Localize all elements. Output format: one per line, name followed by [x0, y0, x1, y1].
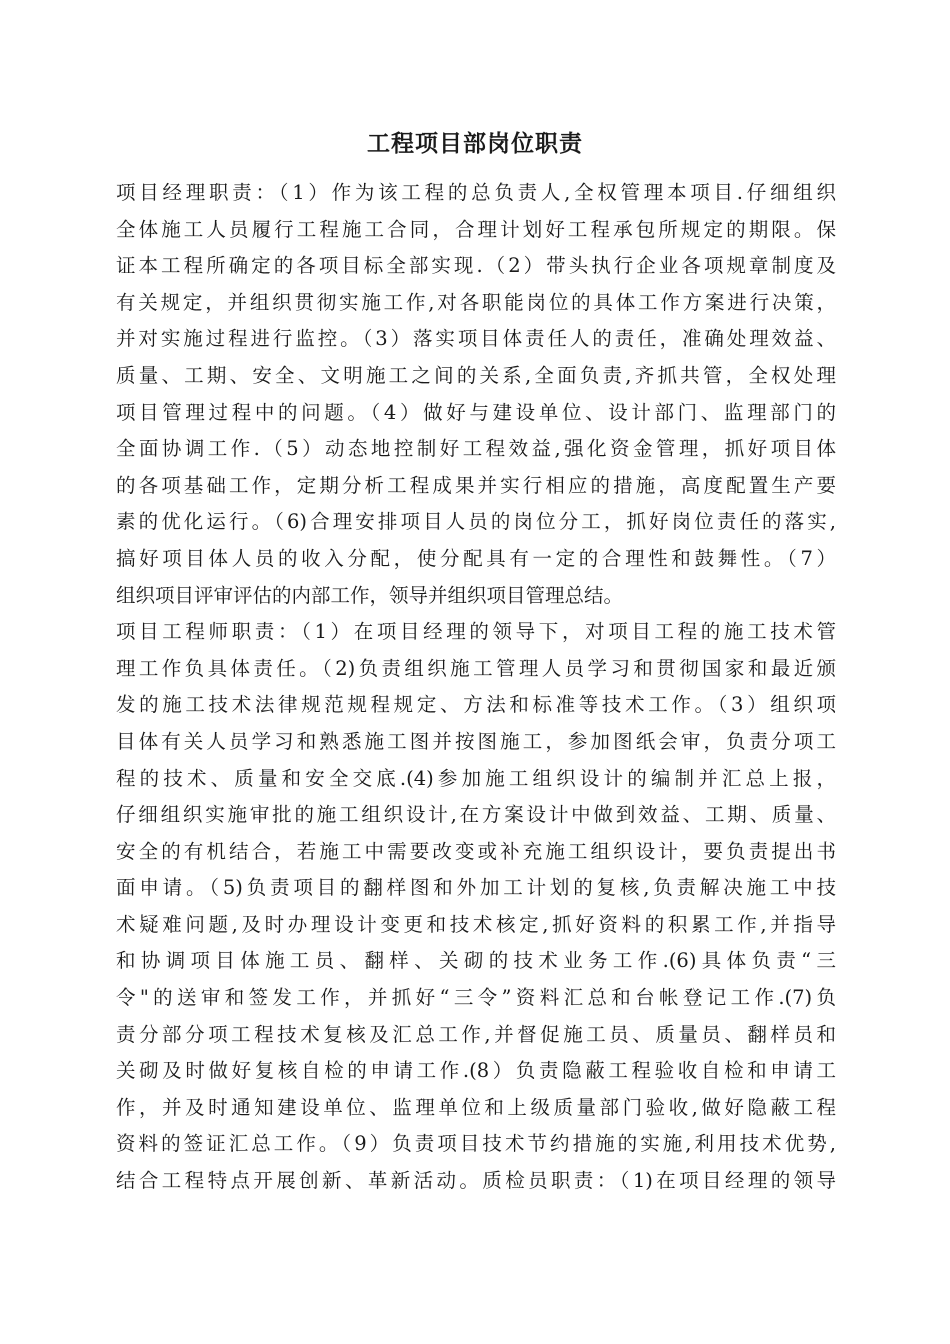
text-line: 全体施工人员履行工程施工合同，合理计划好工程承包所规定的期限。保 — [116, 217, 836, 241]
text-line: 仔细组织实施审批的施工组织设计,在方案设计中做到效益、工期、质量、 — [116, 803, 836, 827]
text-line: 目体有关人员学习和熟悉施工图并按图施工，参加图纸会审，负责分项工 — [116, 729, 836, 753]
document-body — [116, 175, 836, 1200]
text-line: 素的优化运行。（6)合理安排项目人员的岗位分工，抓好岗位责任的落实, — [116, 510, 836, 534]
text-line: 面申请。（5)负责项目的翻样图和外加工计划的复核,负责解决施工中技 — [116, 876, 836, 900]
text-line: 的各项基础工作，定期分析工程成果并实行相应的措施，高度配置生产要 — [116, 473, 836, 497]
text-line: 作，并及时通知建设单位、监理单位和上级质量部门验收,做好隐蔽工程 — [116, 1095, 836, 1119]
text-line: 和协调项目体施工员、翻样、关砌的技术业务工作.(6)具体负责“三 — [116, 949, 836, 973]
text-line: 组织项目评审评估的内部工作，领导并组织项目管理总结。 — [116, 583, 624, 607]
text-line: 并对实施过程进行监控。（3）落实项目体责任人的责任，准确处理效益、 — [116, 327, 836, 351]
text-line: 搞好项目体人员的收入分配，使分配具有一定的合理性和鼓舞性。（7） — [116, 546, 836, 570]
text-line: 理工作负具体责任。（2)负责组织施工管理人员学习和贯彻国家和最近颁 — [116, 656, 836, 680]
text-line: 结合工程特点开展创新、革新活动。质检员职责：（1)在项目经理的领导 — [116, 1169, 836, 1193]
text-line: 项目经理职责：（1）作为该工程的总负责人,全权管理本项目.仔细组织 — [116, 181, 836, 204]
text-line: 安全的有机结合，若施工中需要改变或补充施工组织设计，要负责提出书 — [116, 839, 836, 863]
text-line: 项目工程师职责：（1）在项目经理的领导下，对项目工程的施工技术管 — [116, 620, 836, 644]
document-title: 工程项目部岗位职责 — [367, 130, 583, 157]
text-line: 关砌及时做好复核自检的申请工作.(8）负责隐蔽工程验收自检和申请工 — [116, 1059, 836, 1083]
text-line: 资料的签证汇总工作。（9）负责项目技术节约措施的实施,利用技术优势, — [116, 1132, 836, 1156]
text-line: 术疑难问题,及时办理设计变更和技术核定,抓好资料的积累工作,并指导 — [116, 912, 836, 936]
text-line: 责分部分项工程技术复核及汇总工作,并督促施工员、质量员、翻样员和 — [116, 1022, 836, 1046]
text-line: 质量、工期、安全、文明施工之间的关系,全面负责,齐抓共管，全权处理 — [116, 363, 836, 387]
text-line: 项目管理过程中的问题。（4）做好与建设单位、设计部门、监理部门的 — [116, 400, 836, 424]
text-line: 证本工程所确定的各项目标全部实现.（2）带头执行企业各项规章制度及 — [116, 254, 836, 278]
text-line: 有关规定，并组织贯彻实施工作,对各职能岗位的具体工作方案进行决策， — [116, 290, 836, 314]
text-line: 发的施工技术法律规范规程规定、方法和标准等技术工作。（3）组织项 — [116, 693, 836, 717]
text-line: 全面协调工作.（5）动态地控制好工程效益,强化资金管理，抓好项目体 — [116, 437, 836, 461]
text-line: 令"的送审和签发工作，并抓好“三令”资料汇总和台帐登记工作.(7)负 — [116, 986, 836, 1010]
text-line: 程的技术、质量和安全交底.(4)参加施工组织设计的编制并汇总上报， — [116, 766, 836, 790]
